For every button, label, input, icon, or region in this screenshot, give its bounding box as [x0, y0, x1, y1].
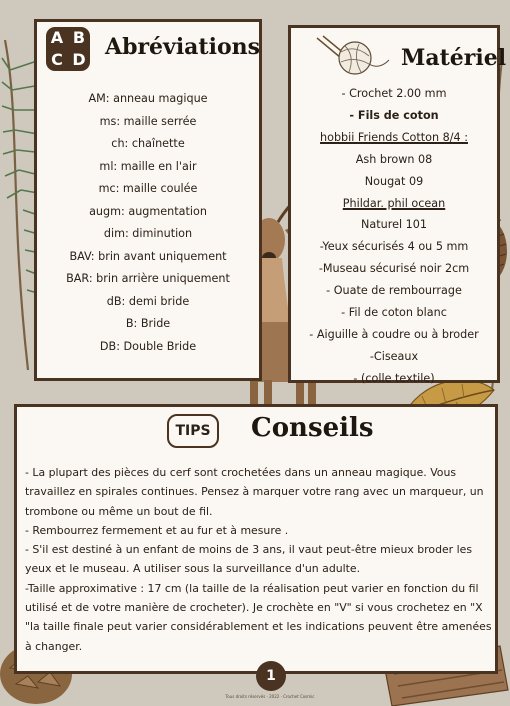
tip-paragraph: - Rembourrez fermement et au fur et à mesure .	[25, 523, 289, 537]
material-item: -Museau sécurisé noir 2cm	[318, 262, 470, 276]
materials-title: Matériel	[401, 45, 507, 71]
abbreviation-item: ms: maille serrée	[99, 114, 197, 128]
logo-letter-b: B	[72, 28, 86, 47]
material-item: hobbii Friends Cotton 8/4 :	[320, 130, 468, 144]
logo-letter-a: A	[50, 28, 64, 47]
abbreviation-item: BAR: brin arrière uniquement	[66, 272, 230, 285]
tips-badge: TIPS	[167, 414, 219, 448]
abbreviation-item: dim: diminution	[103, 227, 193, 240]
material-item: - (colle textile)	[353, 371, 435, 385]
material-item: Ash brown 08	[355, 152, 433, 166]
tip-paragraph: - La plupart des pièces du cerf sont crochetées dans un anneau magique. Vous travaillez en spirales continues. Pensez à marquer votre rang avec un marqueur, un trombone ou même un bout de fil.	[25, 466, 484, 518]
abbreviation-item: ml: maille en l'air	[99, 159, 197, 173]
material-item: - Aiguille à coudre ou à broder	[309, 327, 479, 341]
abbreviation-item: AM: anneau magique	[88, 92, 208, 105]
materials-list	[291, 83, 497, 390]
abbreviations-title: Abréviations	[105, 34, 261, 60]
material-item: Phildar. phil ocean	[342, 196, 446, 210]
abbreviation-item: B: Bride	[125, 317, 171, 330]
tip-paragraph: -Taille approximative : 17 cm (la taille de la réalisation peut varier en fonction du fil utilisé et de votre manière de crocheter). Je crochète en "V" si vous crochetez en "X "la taille finale peut varier considérablement et les indications peuvent être amenées à changer.	[25, 581, 492, 653]
material-item: Naturel 101	[361, 218, 427, 232]
tips-text	[25, 463, 493, 656]
yarn-ball-icon	[313, 34, 393, 84]
logo-letter-c: C	[51, 50, 63, 69]
material-item: - Fil de coton blanc	[341, 306, 447, 320]
copyright-text: Tous droits réservés · 2022 · Crochet Cosmic	[225, 694, 315, 699]
material-item: - Fils de coton	[349, 108, 439, 122]
abbreviation-item: BAV: brin avant uniquement	[69, 249, 227, 263]
logo-letter-d: D	[72, 50, 86, 69]
material-item: - Ouate de rembourrage	[326, 284, 462, 298]
abbreviation-item: ch: chaînette	[111, 137, 185, 150]
material-item: -Ciseaux	[369, 349, 419, 363]
abbreviation-item: mc: maille coulée	[98, 182, 198, 195]
abbreviation-item: augm: augmentation	[89, 204, 207, 218]
material-item: Nougat 09	[364, 174, 424, 188]
materials-panel	[288, 25, 507, 385]
abbreviations-panel	[34, 19, 262, 381]
abbreviations-list	[37, 88, 259, 358]
tips-title: Conseils	[251, 413, 374, 443]
material-item: -Yeux sécurisés 4 ou 5 mm	[319, 240, 469, 254]
tip-paragraph: - S'il est destiné à un enfant de moins de 3 ans, il vaut peut-être mieux broder les yeux et le museau. A utiliser sous la surveillance d'un adulte.	[25, 543, 473, 576]
tips-panel	[14, 404, 498, 674]
abbreviation-item: dB: demi bride	[106, 294, 190, 308]
abcd-logo-icon	[46, 27, 90, 71]
abbreviation-item: DB: Double Bride	[99, 339, 197, 353]
material-item: - Crochet 2.00 mm	[341, 87, 447, 100]
page-number: 1	[256, 661, 286, 691]
